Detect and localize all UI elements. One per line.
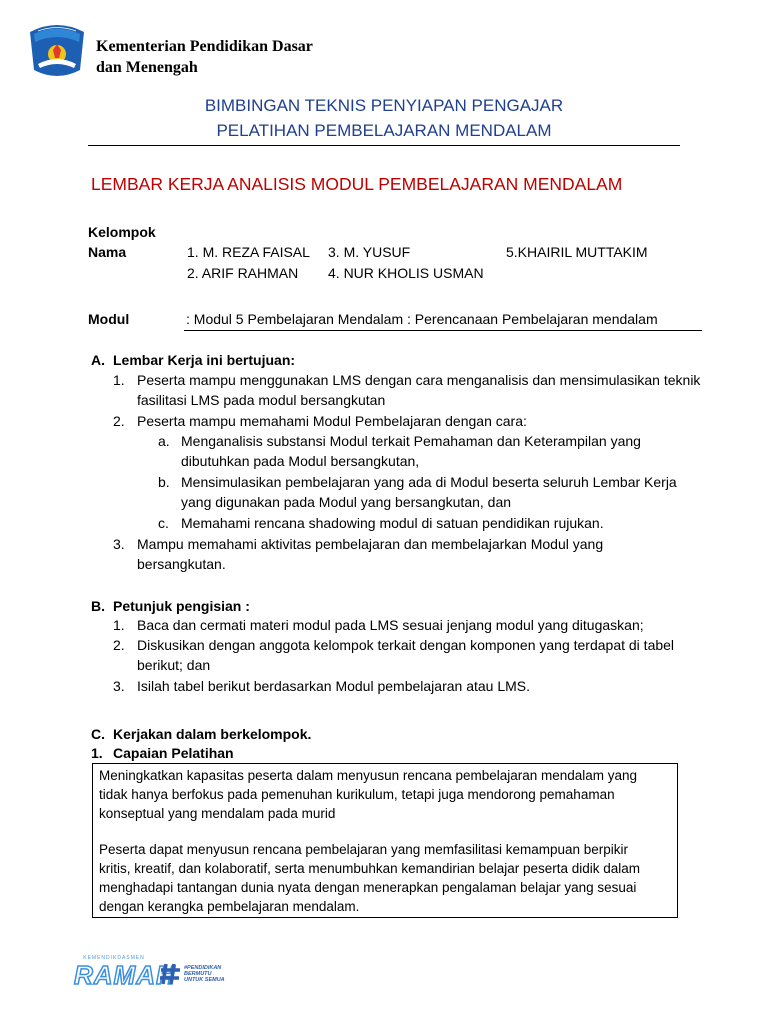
list-item-text: Peserta mampu memahami Modul Pembelajaran dengan cara: [137,413,527,429]
tagline-line: UNTUK SEMUA [184,977,225,983]
list-item-text: Peserta mampu menggunakan LMS dengan cara menganalisis dan mensimulasikan teknik [137,372,701,388]
module-underline [184,330,702,331]
member-3: 3. M. YUSUF [328,244,411,260]
ministry-line-2: dan Menengah [96,59,198,76]
list-item-text: Baca dan cermati materi modul pada LMS sesuai jenjang modul yang ditugaskan; [137,617,644,633]
member-4: 4. NUR KHOLIS USMAN [328,265,484,281]
brand-text: RAMAH [74,960,176,990]
group-label: Kelompok [88,224,156,240]
section-b-title: Petunjuk pengisian : [113,598,250,614]
training-title-line-1: BIMBINGAN TEKNIS PENYIAPAN PENGAJAR [204,96,564,115]
outcome-line: Meningkatkan kapasitas peserta dalam menyusun rencana pembelajaran mendalam yang [99,768,638,783]
sublist-item-text: yang digunakan pada Modul yang bersangkutan, dan [181,494,512,510]
outcome-line: Peserta dapat menyusun rencana pembelajaran yang memfasilitasi kemampuan berpikir [99,842,629,857]
ministry-name [96,36,313,78]
tut-wuri-handayani-logo [24,20,90,84]
section-b-marker: B. [91,598,105,614]
sublist-item-text: Menganalisis substansi Modul terkait Pemahaman dan Keterampilan yang [181,433,641,449]
list-item-text: Isilah tabel berikut berdasarkan Modul pembelajaran atau LMS. [137,678,531,694]
list-item-text: Mampu memahami aktivitas pembelajaran dan membelajarkan Modul yang [137,536,604,552]
outcome-line: tidak hanya berfokus pada pemenuhan kurikulum, tetapi juga mendorong pemahaman [99,787,615,802]
section-a-marker: A. [91,352,105,368]
subsection-number: 1. [91,745,103,761]
ramah-logo [74,955,176,990]
list-number: 2. [113,413,125,429]
outcome-line: konseptual yang mendalam pada murid [99,806,336,821]
training-title-line-2: PELATIHAN PEMBELAJARAN MENDALAM [216,121,552,140]
tagline-logo [160,962,225,986]
section-c-marker: C. [91,726,105,742]
tagline-line: BERMUTU [184,971,212,977]
list-item-text: bersangkutan. [137,556,226,572]
name-label: Nama [88,244,127,260]
list-item-text: berikut; dan [137,657,211,673]
worksheet-title: LEMBAR KERJA ANALISIS MODUL PEMBELAJARAN MENDALAM [91,174,623,194]
sublist-letter: b. [158,474,170,490]
outcome-line: kritis, kreatif, dan kolaboratif, serta menumbuhkan kemandirian belajar peserta didik dalam [99,861,641,876]
list-item-text: fasilitasi LMS pada modul bersangkutan [137,392,386,408]
sublist-letter: a. [158,433,170,449]
sublist-item-text: Memahami rencana shadowing modul di satuan pendidikan rujukan. [181,515,604,531]
brand-small-text: KEMENDIKDASMEN [83,955,145,961]
list-number: 3. [113,536,125,552]
training-outcome-box [92,763,678,918]
sublist-letter: c. [158,515,169,531]
sublist-item-text: Mensimulasikan pembelajaran yang ada di Modul beserta seluruh Lembar Kerja [181,474,677,490]
list-number: 1. [113,372,125,388]
sublist-item-text: dibutuhkan pada Modul bersangkutan, [181,453,420,469]
member-2: 2. ARIF RAHMAN [187,265,299,281]
header-divider [88,145,680,146]
member-5: 5.KHAIRIL MUTTAKIM [506,244,648,260]
outcome-line: menghadapi tantangan dunia nyata dengan menerapkan pengalaman belajar yang sesuai [99,880,637,895]
outcome-line: dengan kerangka pembelajaran mendalam. [99,899,360,914]
tagline-line: #PENDIDIKAN [184,965,222,971]
member-1: 1. M. REZA FAISAL [187,244,310,260]
subsection-title: Capaian Pelatihan [113,745,234,761]
module-label: Modul [88,311,130,327]
list-number: 1. [113,617,125,633]
module-value: : Modul 5 Pembelajaran Mendalam : Perencanaan Pembelajaran mendalam [186,311,658,327]
list-number: 3. [113,678,125,694]
hashtag-icon [160,962,182,986]
section-a-title: Lembar Kerja ini bertujuan: [113,352,296,368]
list-number: 2. [113,637,125,653]
section-c-title: Kerjakan dalam berkelompok. [113,726,312,742]
ministry-line-1: Kementerian Pendidikan Dasar [96,38,313,55]
list-item-text: Diskusikan dengan anggota kelompok terkait dengan komponen yang terdapat di tabel [137,637,675,653]
